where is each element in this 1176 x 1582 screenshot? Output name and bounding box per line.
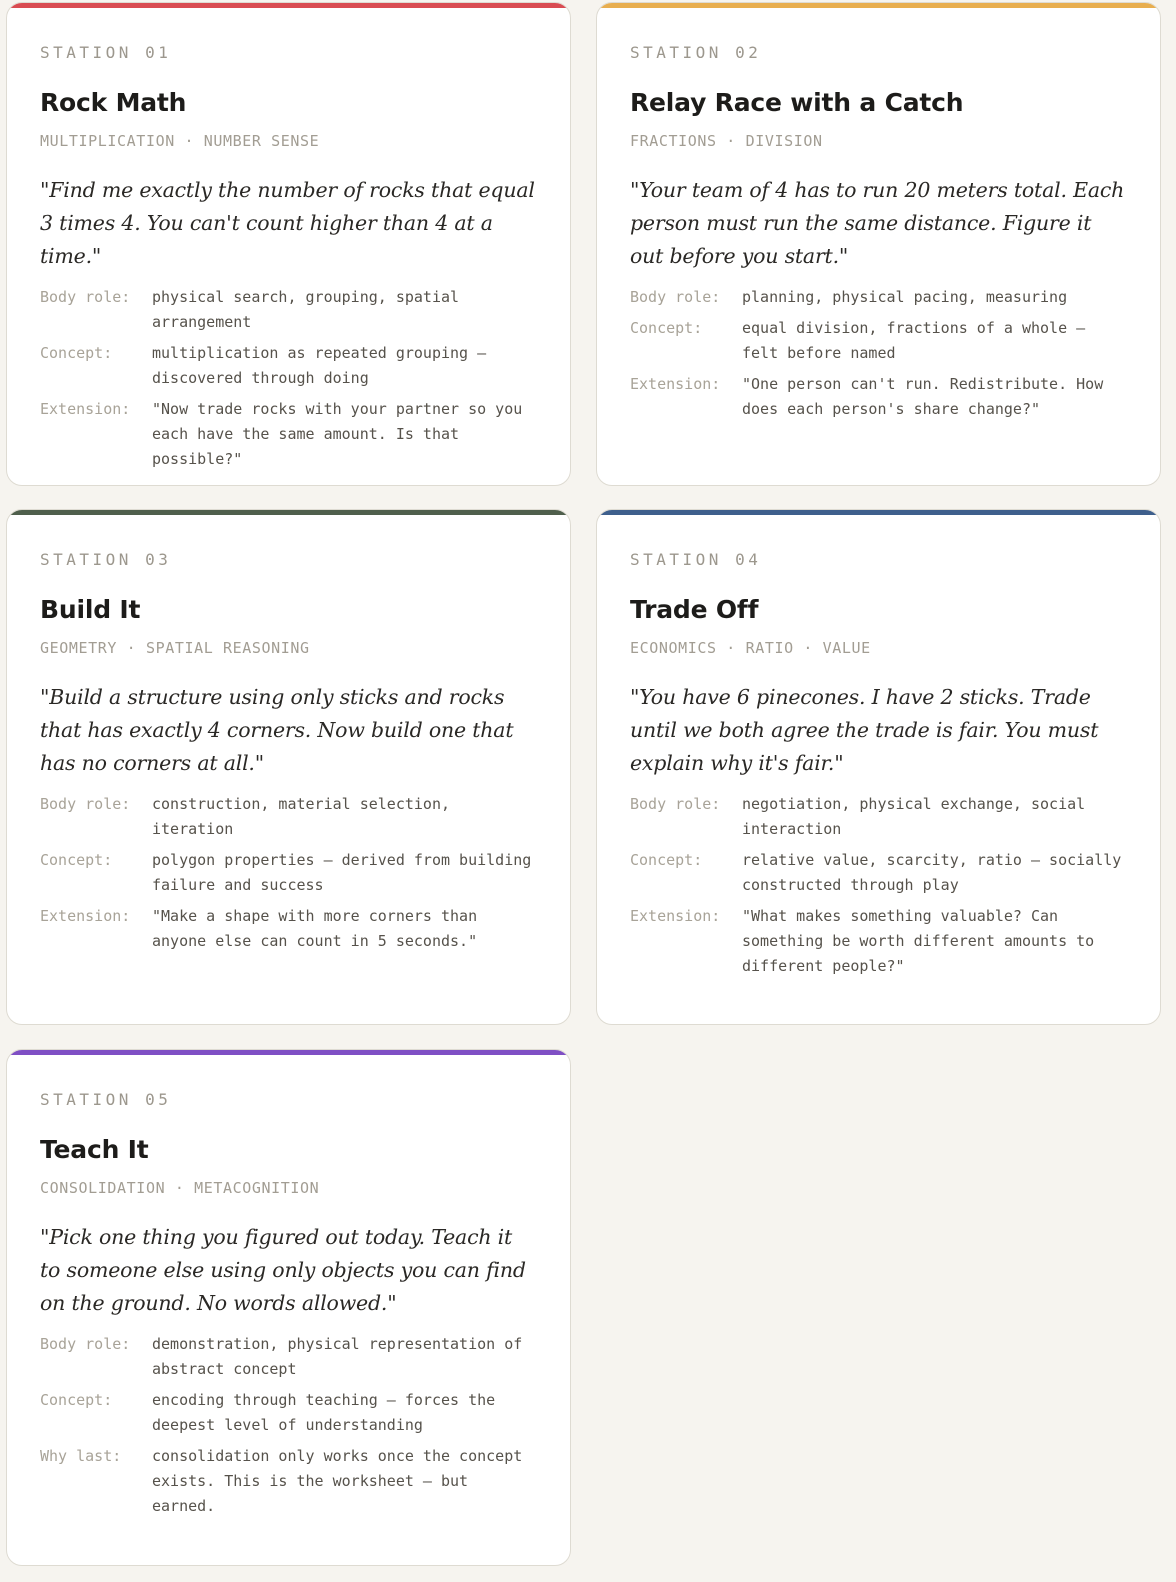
detail-value: relative value, scarcity, ratio — socially constructed through play — [742, 851, 1122, 894]
station-prompt-quote: "Build a structure using only sticks and rocks that has exactly 4 corners. Now build one that has no corners at all." — [40, 685, 514, 775]
detail-label: Extension: — [40, 400, 131, 418]
detail-value: multiplication as repeated grouping — discovered through doing — [152, 344, 487, 387]
detail-row-body-role — [630, 792, 1127, 842]
detail-row-extension — [630, 904, 1127, 979]
station-number: STATION 02 — [630, 43, 762, 62]
card-accent-bar — [7, 3, 570, 8]
detail-row-extension — [630, 372, 1127, 422]
station-number: STATION 01 — [40, 43, 172, 62]
detail-value: physical search, grouping, spatial arrangement — [152, 288, 460, 331]
detail-label: Extension: — [630, 907, 721, 925]
detail-row-extension — [40, 397, 537, 472]
station-prompt-quote: "Pick one thing you figured out today. Teach it to someone else using only objects you can find on the ground. No words allowed." — [40, 1225, 526, 1315]
station-card-04 — [596, 509, 1161, 1025]
detail-label: Concept: — [40, 344, 113, 362]
station-details — [630, 792, 1127, 979]
detail-value: planning, physical pacing, measuring — [742, 288, 1068, 306]
station-tags: FRACTIONS · DIVISION — [630, 132, 823, 150]
station-card-03 — [6, 509, 571, 1025]
station-title: Rock Math — [40, 88, 187, 117]
detail-label: Body role: — [40, 1335, 131, 1353]
card-accent-bar — [597, 510, 1160, 515]
station-tags: ECONOMICS · RATIO · VALUE — [630, 639, 871, 657]
detail-row-body-role — [40, 792, 537, 842]
card-accent-bar — [7, 1050, 570, 1055]
station-details — [40, 285, 537, 472]
detail-value: "Make a shape with more corners than anyone else can count in 5 seconds." — [152, 907, 478, 950]
station-card-05 — [6, 1049, 571, 1566]
station-tags: CONSOLIDATION · METACOGNITION — [40, 1179, 320, 1197]
station-tags: GEOMETRY · SPATIAL REASONING — [40, 639, 310, 657]
detail-row-concept — [40, 1388, 537, 1438]
detail-value: construction, material selection, iteration — [152, 795, 451, 838]
station-prompt-quote: "Your team of 4 has to run 20 meters total. Each person must run the same distance. Figure it out before you start." — [630, 178, 1125, 268]
station-title: Teach It — [40, 1135, 149, 1164]
detail-value: "One person can't run. Redistribute. How does each person's share change?" — [742, 375, 1104, 418]
detail-row-concept — [630, 316, 1127, 366]
detail-label: Body role: — [630, 795, 721, 813]
station-details — [40, 1332, 537, 1519]
detail-value: consolidation only works once the concept exists. This is the worksheet — but earned. — [152, 1447, 523, 1515]
station-prompt-quote: "You have 6 pinecones. I have 2 sticks. Trade until we both agree the trade is fair. You must explain why it's fair." — [630, 685, 1099, 775]
detail-label: Concept: — [630, 851, 703, 869]
detail-label: Body role: — [630, 288, 721, 306]
station-title: Build It — [40, 595, 141, 624]
detail-value: demonstration, physical representation of abstract concept — [152, 1335, 523, 1378]
detail-value: polygon properties — derived from building failure and success — [152, 851, 532, 894]
detail-label: Body role: — [40, 795, 131, 813]
detail-row-body-role — [40, 285, 537, 335]
station-title: Relay Race with a Catch — [630, 88, 964, 117]
detail-label: Concept: — [630, 319, 703, 337]
detail-label: Body role: — [40, 288, 131, 306]
station-details — [40, 792, 537, 954]
detail-row-concept — [40, 848, 537, 898]
detail-label: Extension: — [630, 375, 721, 393]
detail-label: Why last: — [40, 1447, 122, 1465]
detail-row-concept — [40, 341, 537, 391]
card-accent-bar — [7, 510, 570, 515]
station-details — [630, 285, 1127, 422]
station-title: Trade Off — [630, 595, 759, 624]
detail-value: equal division, fractions of a whole — felt before named — [742, 319, 1086, 362]
station-prompt-quote: "Find me exactly the number of rocks that equal 3 times 4. You can't count higher than 4 at a time." — [40, 178, 535, 268]
detail-row-extension — [40, 904, 537, 954]
station-tags: MULTIPLICATION · NUMBER SENSE — [40, 132, 320, 150]
detail-value: "What makes something valuable? Can something be worth different amounts to different people?" — [742, 907, 1095, 975]
station-card-01 — [6, 2, 571, 486]
detail-row-body-role — [630, 285, 1127, 310]
station-number: STATION 04 — [630, 550, 762, 569]
detail-value: encoding through teaching — forces the deepest level of understanding — [152, 1391, 496, 1434]
detail-label: Extension: — [40, 907, 131, 925]
station-number: STATION 03 — [40, 550, 172, 569]
detail-label: Concept: — [40, 1391, 113, 1409]
detail-row-concept — [630, 848, 1127, 898]
detail-value: "Now trade rocks with your partner so you each have the same amount. Is that possible?" — [152, 400, 523, 468]
detail-row-body-role — [40, 1332, 537, 1382]
detail-value: negotiation, physical exchange, social interaction — [742, 795, 1086, 838]
station-number: STATION 05 — [40, 1090, 172, 1109]
detail-row-why-last — [40, 1444, 537, 1519]
detail-label: Concept: — [40, 851, 113, 869]
card-accent-bar — [597, 3, 1160, 8]
station-card-02 — [596, 2, 1161, 486]
